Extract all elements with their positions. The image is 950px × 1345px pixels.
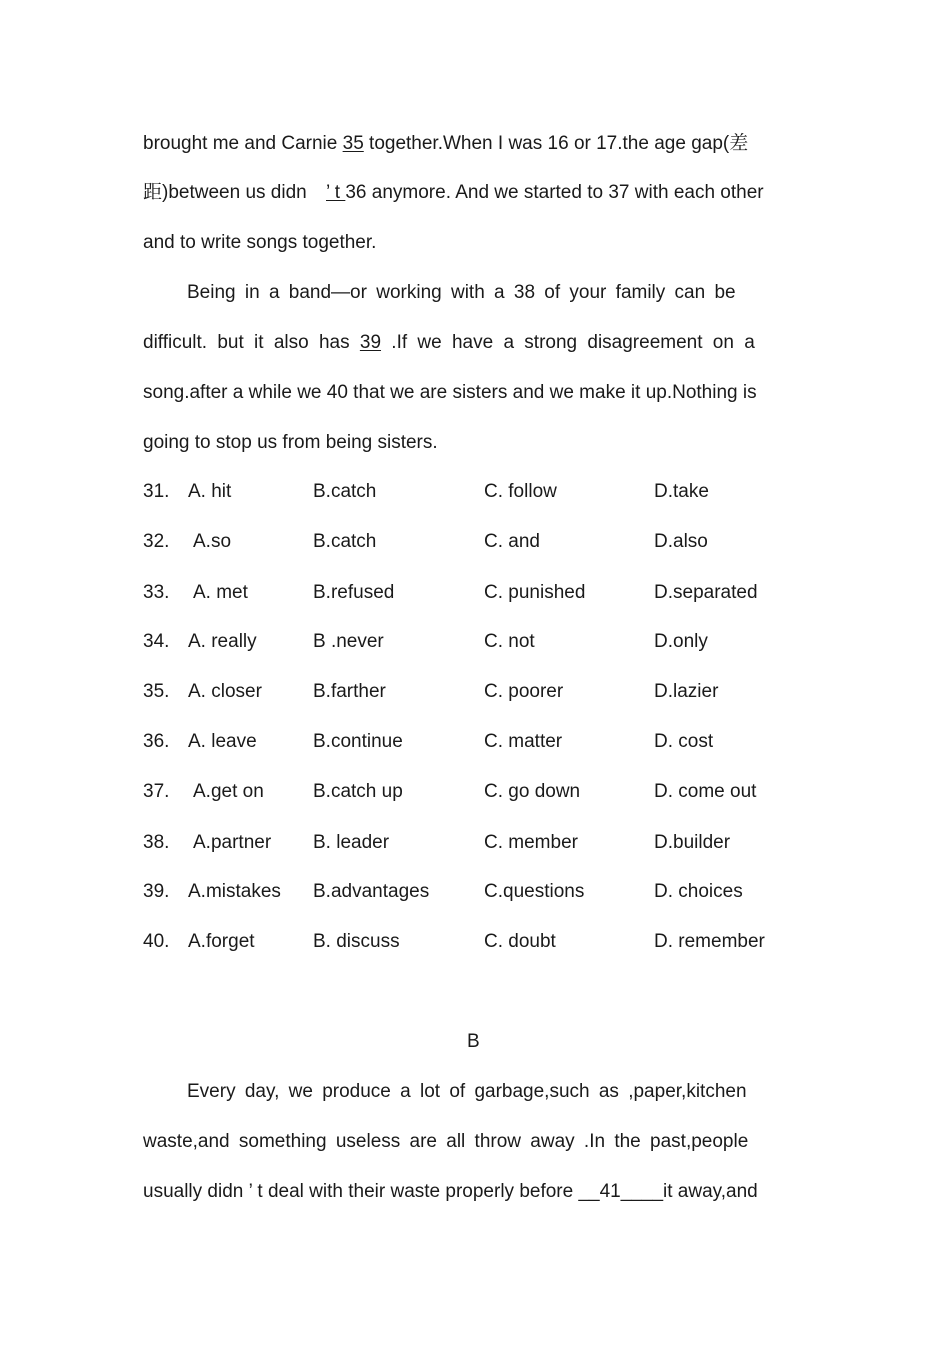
question-row <box>0 780 950 804</box>
option-d: D.take <box>654 481 709 502</box>
option-a: A.forget <box>188 931 255 952</box>
option-a: A. met <box>193 582 248 603</box>
apostrophe-blank: ’ t <box>326 182 346 203</box>
option-b: B.catch <box>313 531 377 552</box>
question-row <box>0 680 950 704</box>
blank-39: 39 <box>359 332 382 353</box>
question-number: 39. <box>143 881 170 902</box>
question-row <box>0 530 950 554</box>
option-d: D. remember <box>654 931 765 952</box>
question-number: 38. <box>143 832 170 853</box>
option-d: D.only <box>654 631 708 652</box>
option-c: C.questions <box>484 881 585 902</box>
passage-a-line-1: brought me and Carnie 35 together.When I was 16 or 17.the age gap(差 <box>143 133 749 154</box>
passage-a-line-3: and to write songs together. <box>143 232 377 253</box>
option-c: C. punished <box>484 582 586 603</box>
question-number: 40. <box>143 931 170 952</box>
question-row <box>0 630 950 654</box>
option-d: D.lazier <box>654 681 719 702</box>
option-c: C. and <box>484 531 540 552</box>
passage-a-line-4: Being in a band—or working with a 38 of your family can be <box>187 282 736 303</box>
option-b: B.farther <box>313 681 386 702</box>
option-a: A.get on <box>193 781 264 802</box>
question-number: 31. <box>143 481 170 502</box>
question-number: 33. <box>143 582 170 603</box>
option-d: D. choices <box>654 881 743 902</box>
option-a: A. really <box>188 631 257 652</box>
section-b-heading: B <box>467 1031 480 1052</box>
section-b-line-2: waste,and something useless are all throw away .In the past,people <box>143 1131 749 1152</box>
option-b: B.continue <box>313 731 403 752</box>
option-d: D.also <box>654 531 708 552</box>
option-a: A.partner <box>193 832 272 853</box>
option-b: B .never <box>313 631 384 652</box>
question-row <box>0 831 950 855</box>
question-number: 35. <box>143 681 170 702</box>
option-c: C. member <box>484 832 578 853</box>
section-b-line-1: Every day, we produce a lot of garbage,such as ,paper,kitchen <box>187 1081 747 1102</box>
option-c: C. not <box>484 631 535 652</box>
question-number: 34. <box>143 631 170 652</box>
blank-35: 35 <box>342 133 364 154</box>
option-d: D.separated <box>654 582 758 603</box>
option-b: B.refused <box>313 582 395 603</box>
option-b: B. discuss <box>313 931 400 952</box>
question-row <box>0 581 950 605</box>
option-c: C. doubt <box>484 931 556 952</box>
section-b-line-3: usually didn ’ t deal with their waste properly before __41____it away,and <box>143 1181 758 1202</box>
question-row <box>0 480 950 504</box>
passage-a-line-5: difficult. but it also has 39 .If we have a strong disagreement on a <box>143 332 755 353</box>
option-d: D.builder <box>654 832 731 853</box>
option-a: A. leave <box>188 731 257 752</box>
option-c: C. go down <box>484 781 581 802</box>
option-c: C. poorer <box>484 681 564 702</box>
option-a: A.so <box>193 531 232 552</box>
question-row <box>0 730 950 754</box>
question-number: 36. <box>143 731 170 752</box>
question-row <box>0 880 950 904</box>
question-number: 37. <box>143 781 170 802</box>
option-d: D. come out <box>654 781 757 802</box>
passage-a-line-7: going to stop us from being sisters. <box>143 432 438 453</box>
passage-a-line-6: song.after a while we 40 that we are sisters and we make it up.Nothing is <box>143 382 757 403</box>
option-a: A. closer <box>188 681 262 702</box>
option-c: C. follow <box>484 481 557 502</box>
passage-a-line-2: 距)between us didn ’ t 36 anymore. And we started to 37 with each other <box>143 182 764 203</box>
option-a: A. hit <box>188 481 232 502</box>
option-d: D. cost <box>654 731 714 752</box>
question-number: 32. <box>143 531 170 552</box>
question-row <box>0 930 950 954</box>
option-c: C. matter <box>484 731 563 752</box>
option-b: B. leader <box>313 832 390 853</box>
option-b: B.catch <box>313 481 377 502</box>
option-b: B.advantages <box>313 881 430 902</box>
option-b: B.catch up <box>313 781 403 802</box>
option-a: A.mistakes <box>188 881 281 902</box>
